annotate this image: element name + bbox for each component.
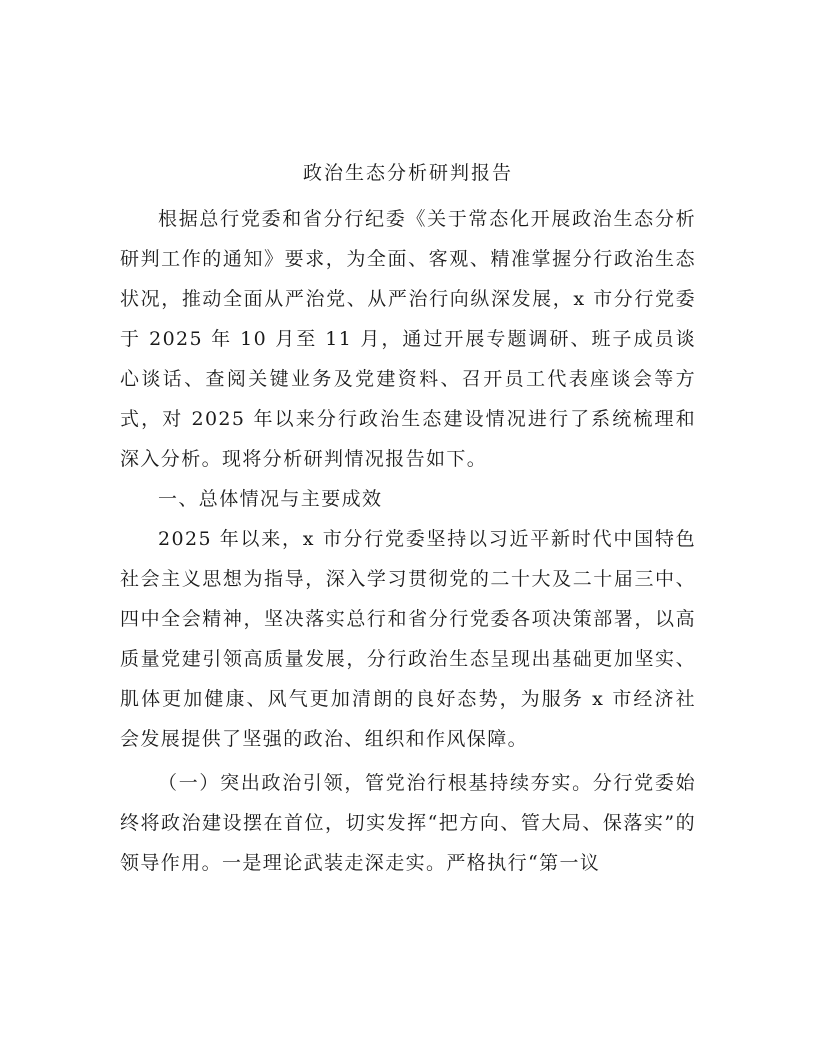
subsection-paragraph: （一）突出政治引领，管党治行根基持续夯实。分行党委始终将政治建设摆在首位，切实发挥“把方向、管大局、保落实”的领导作用。一是理论武装走深走实。严格执行“第一议: [120, 772, 696, 874]
section-heading: 一、总体情况与主要成效: [158, 488, 383, 510]
document-title: 政治生态分析研判报告: [302, 162, 513, 184]
overview-paragraph: 2025 年以来，x 市分行党委坚持以习近平新时代中国特色社会主义思想为指导，深入学习贯彻党的二十大及二十届三中、四中全会精神，坚决落实总行和省分行党委各项决策部署，以高质量党建引领高质量发展，分行政治生态呈现出基础更加坚实、肌体更加健康、风气更加清朗的良好态势，为服务 x 市经济社会发展提供了坚强的政治、组织和作风保障。: [120, 528, 696, 750]
intro-paragraph: 根据总行党委和省分行纪委《关于常态化开展政治生态分析研判工作的通知》要求，为全面、客观、精准掌握分行政治生态状况，推动全面从严治党、从严治行向纵深发展，x 市分行党委于 2025 年 10 月至 11 月，通过开展专题调研、班子成员谈心谈话、查阅关键业务及党建资料、召开员工代表座谈会等方式，对 2025 年以来分行政治生态建设情况进行了系统梳理和深入分析。现将分析研判情况报告如下。: [120, 208, 696, 470]
document-body: [120, 199, 696, 883]
